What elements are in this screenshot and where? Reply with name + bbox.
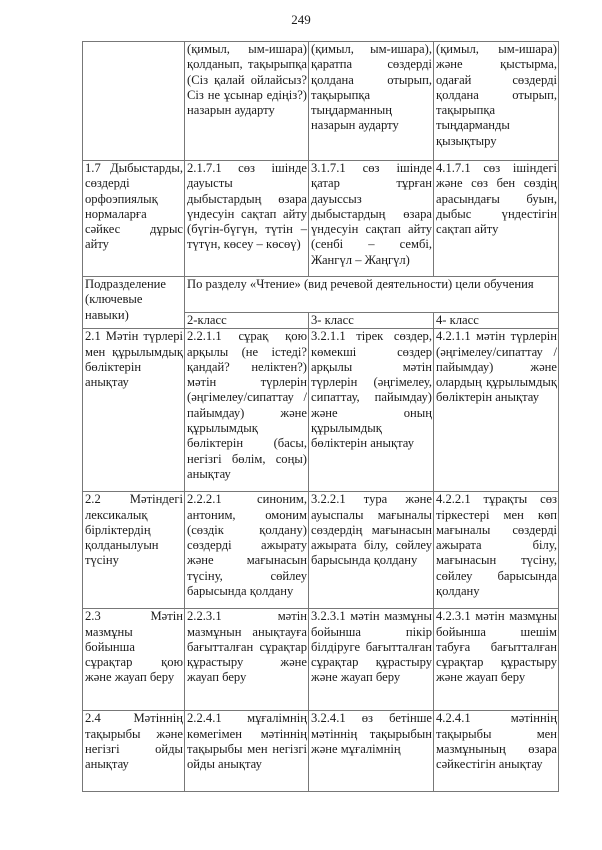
grade3-header: 3- класс xyxy=(309,313,434,329)
skill-cell: 2.1 Мәтін түрлері мен құрылымдық бөліктерін анықтау xyxy=(83,329,185,492)
table-row xyxy=(83,492,559,609)
subdivision-header: Подразделение (ключевые навыки) xyxy=(83,277,185,329)
table-row xyxy=(83,329,559,492)
grade2-header: 2-класс xyxy=(185,313,309,329)
skill-cell: 2.3 Мәтін мазмұны бойынша сұрақтар қою және жауап беру xyxy=(83,609,185,711)
skill-cell xyxy=(83,42,185,161)
table-row xyxy=(83,161,559,277)
section-title-header: По разделу «Чтение» (вид речевой деятельности) цели обучения xyxy=(185,277,559,313)
grade2-objective-cell: (қимыл, ым-ишара) қолданып, тақырыпқа (Сіз қалай ойлайсыз? Сіз не ұсынар едіңіз?) назарын аударту xyxy=(185,42,309,161)
grade2-objective-cell: 2.2.1.1 сұрақ қою арқылы (не істеді? қандай? неліктен?) мәтін түрлерін (әңгімелеу/сипаттау / пайымдау) және құрылымдық бөліктерін (басы, негізгі бөлім, соңы) анықтау xyxy=(185,329,309,492)
grade3-objective-cell: (қимыл, ым-ишара), қаратпа сөздерді қолдана отырып, тақырыпқа тыңдарманның назарын аударту xyxy=(309,42,434,161)
curriculum-table xyxy=(82,41,559,792)
grade2-objective-cell: 2.1.7.1 сөз ішінде дауысты дыбыстардың өзара үндесуін сақтап айту (бүгін-бүгүн, түтін – түтүн, көсеу – көсөү) xyxy=(185,161,309,277)
section-header-row xyxy=(83,277,559,313)
grade4-objective-cell: 4.2.1.1 мәтін түрлерін (әңгімелеу/сипаттау / пайымдау) және олардың құрылымдық бөліктерін анықтау xyxy=(434,329,559,492)
table-row xyxy=(83,711,559,792)
table-row xyxy=(83,42,559,161)
grade2-objective-cell: 2.2.2.1 синоним, антоним, омоним (сөздік қолдану) сөздерді ажырату және мағынасын түсіну, сөйлеу барысында қолдану xyxy=(185,492,309,609)
table-row xyxy=(83,609,559,711)
grade3-objective-cell: 3.1.7.1 сөз ішінде қатар тұрған дауыссыз дыбыстардың өзара үндесуін сақтап айту (сенбі – сембі, Жангүл – Жаңгүл) xyxy=(309,161,434,277)
grade3-objective-cell: 3.2.2.1 тура және ауыспалы мағыналы сөздердің мағынасын ажырата білу, сөйлеу барысында қолдану xyxy=(309,492,434,609)
grade3-objective-cell: 3.2.1.1 тірек сөздер, көмекші сөздер арқылы мәтін түрлерін (әңгімелеу, сипаттау, пайымдау) және оның құрылымдық бөліктерін анықтау xyxy=(309,329,434,492)
grade4-objective-cell: 4.2.2.1 тұрақты сөз тіркестері мен көп мағыналы сөздерді ажырата білу, мағынасын түсіну, сөйлеу барысында қолдану xyxy=(434,492,559,609)
grade4-objective-cell: (қимыл, ым-ишара) және қыстырма, одағай сөздерді қолдана отырып, тақырыпқа тыңдарманды қызықтыру xyxy=(434,42,559,161)
grade3-objective-cell: 3.2.3.1 мәтін мазмұны бойынша пікір білдіруге бағытталған сұрақтар құрастыру және жауап беру xyxy=(309,609,434,711)
grade3-objective-cell: 3.2.4.1 өз бетінше мәтіннің тақырыбын және мұғалімнің xyxy=(309,711,434,792)
skill-cell: 1.7 Дыбыстарды, сөздерді орфоэпиялық нормаларға сәйкес дұрыс айту xyxy=(83,161,185,277)
skill-cell: 2.2 Мәтіндегі лексикалық бірліктердің қолданылуын түсіну xyxy=(83,492,185,609)
grade4-objective-cell: 4.2.3.1 мәтін мазмұны бойынша шешім табуға бағытталған сұрақтар құрастыру және жауап беру xyxy=(434,609,559,711)
skill-cell: 2.4 Мәтіннің тақырыбы және негізгі ойды анықтау xyxy=(83,711,185,792)
page-number: 249 xyxy=(291,12,311,27)
grade2-objective-cell: 2.2.3.1 мәтін мазмұнын анықтауға бағытталған сұрақтар құрастыру және жауап беру xyxy=(185,609,309,711)
grade4-header: 4- класс xyxy=(434,313,559,329)
grade4-objective-cell: 4.2.4.1 мәтіннің тақырыбы мен мазмұнының өзара сәйкестігін анықтау xyxy=(434,711,559,792)
grade4-objective-cell: 4.1.7.1 сөз ішіндегі және сөз бен сөздің арасындағы буын, дыбыс үндестігін сақтап айту xyxy=(434,161,559,277)
grade2-objective-cell: 2.2.4.1 мұғалімнің көмегімен мәтіннің тақырыбы мен негізгі ойды анықтау xyxy=(185,711,309,792)
